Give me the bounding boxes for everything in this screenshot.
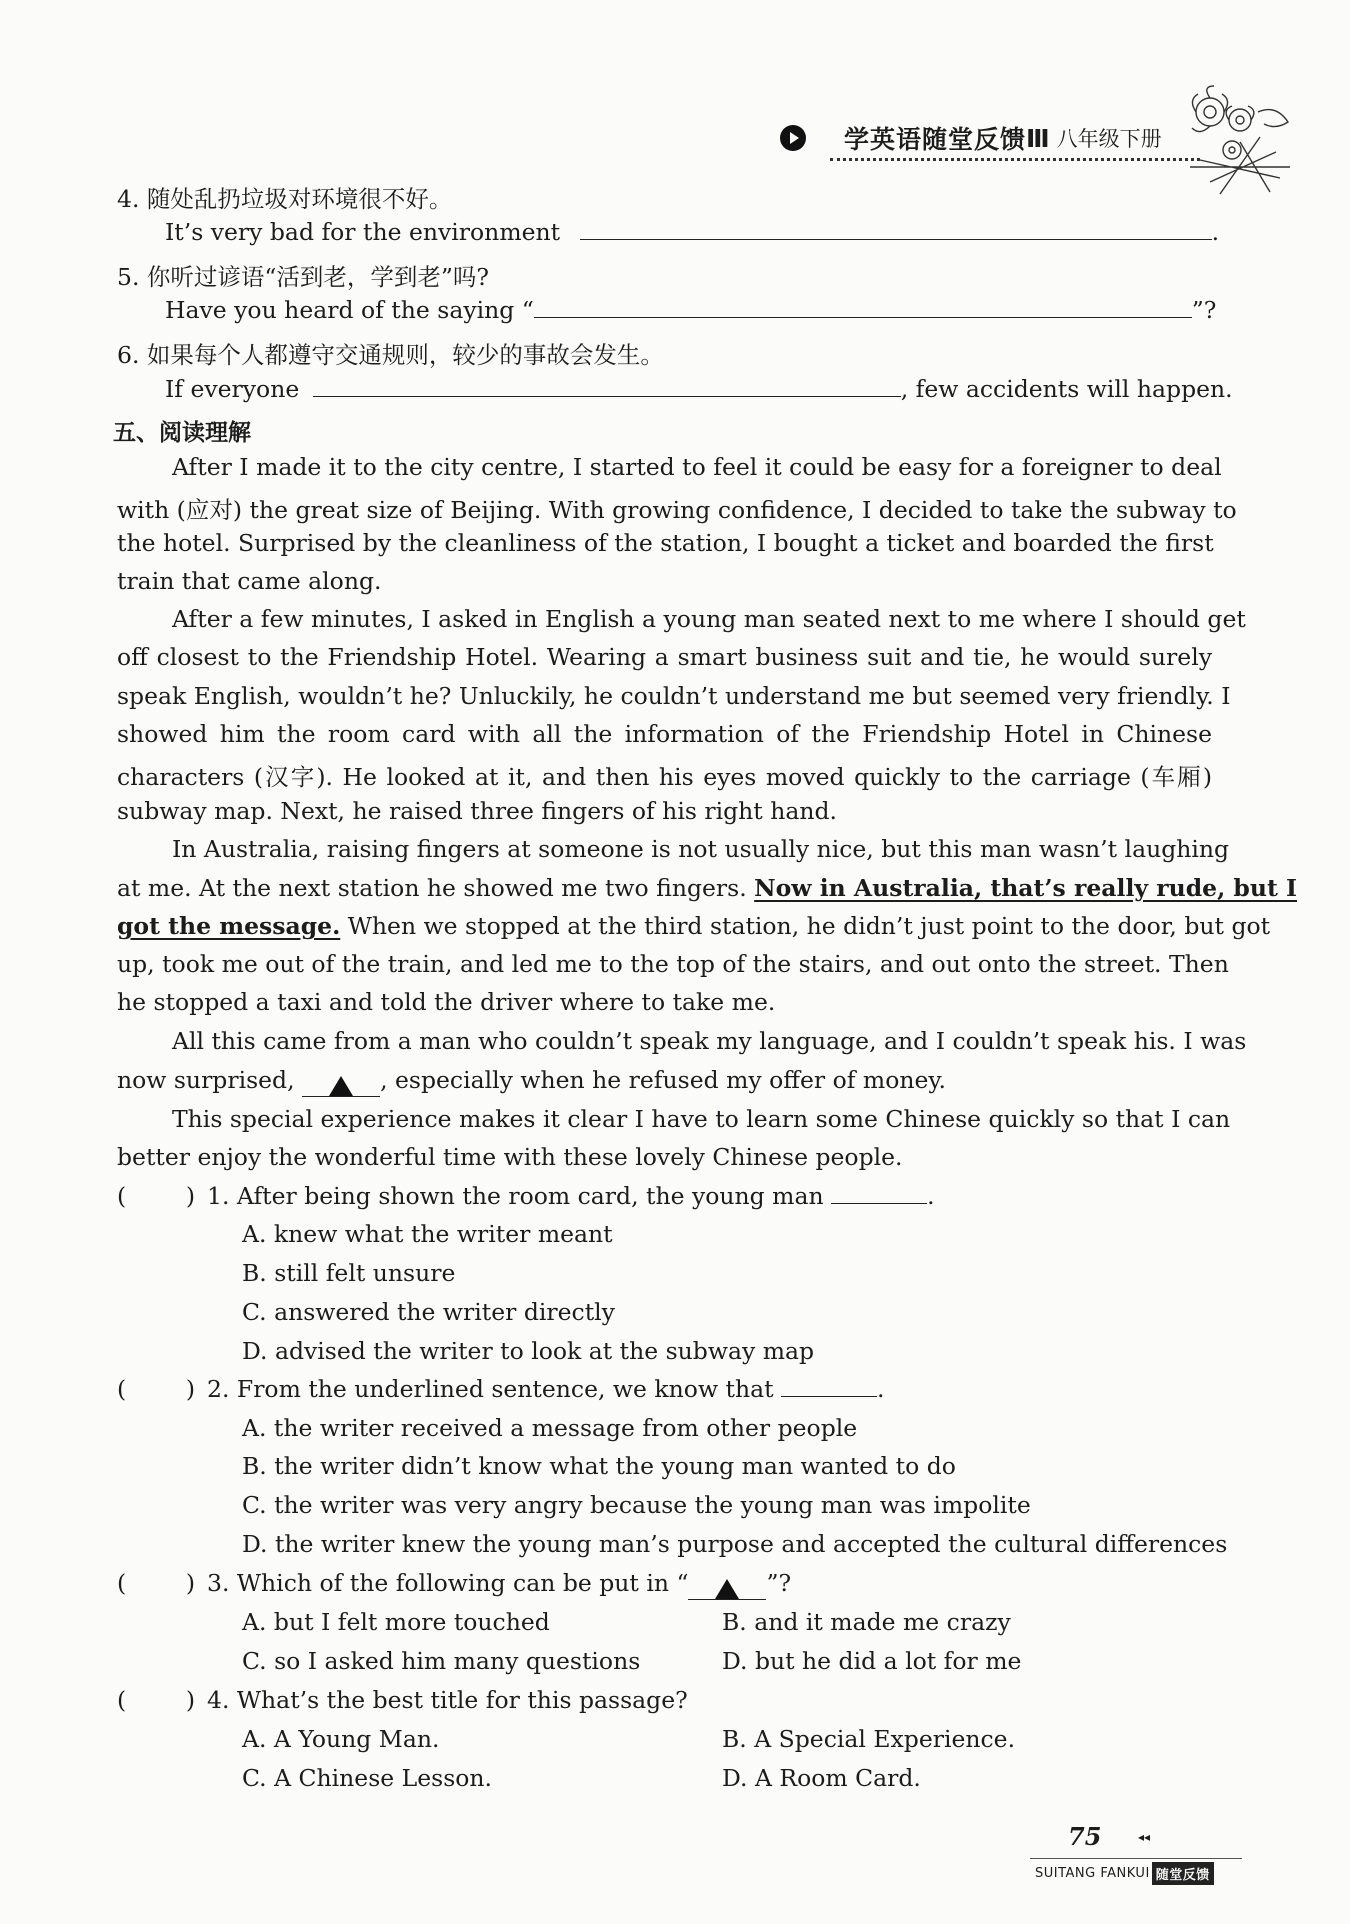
series-latin: SUITANG FANKUI: [1035, 1866, 1150, 1881]
option[interactable]: B. still felt unsure: [242, 1259, 456, 1287]
sentence-start: It’s very bad for the environment: [165, 218, 561, 246]
passage-line: showed him the room card with all the information of the Friendship Hotel in Chinese: [117, 720, 1212, 748]
passage-line: better enjoy the wonderful time with these lovely Chinese people.: [117, 1143, 903, 1171]
translation-6-english: [165, 375, 1233, 403]
sentence-start: If everyone: [165, 375, 300, 403]
stem-end: .: [927, 1182, 935, 1210]
passage-line: [117, 1066, 1212, 1097]
option[interactable]: C. A Chinese Lesson.: [242, 1764, 493, 1792]
footer-series: [1035, 1862, 1214, 1885]
grade-label: 八年级下册: [1056, 127, 1162, 151]
option[interactable]: D. but he did a lot for me: [722, 1647, 1022, 1675]
triangle-icon: [715, 1579, 739, 1599]
passage-line: train that came along.: [117, 567, 382, 595]
passage-line: with (应对) the great size of Beijing. With growing confidence, I decided to take the subway to: [117, 496, 1237, 524]
plain-text: , especially when he refused my offer of money.: [380, 1066, 947, 1094]
plain-text: now surprised,: [117, 1066, 295, 1094]
triangle-icon: [329, 1076, 353, 1096]
answer-blank[interactable]: [313, 376, 901, 397]
passage-line: [117, 874, 1297, 902]
option[interactable]: C. answered the writer directly: [242, 1298, 615, 1326]
question-1: [117, 1182, 1212, 1210]
option[interactable]: A. but I felt more touched: [242, 1608, 550, 1636]
translation-4-english: [165, 218, 1220, 246]
question-2: [117, 1375, 1212, 1403]
header-dotted-rule: [830, 158, 1200, 161]
page-arrows-icon: ◂◂: [1138, 1830, 1151, 1844]
plain-text: When we stopped at the third station, he didn’t just point to the door, but got: [340, 912, 1271, 940]
page-header: [780, 118, 1162, 158]
passage-line: subway map. Next, he raised three fingers of his right hand.: [117, 797, 837, 825]
answer-blank[interactable]: [580, 219, 1212, 240]
option[interactable]: B. the writer didn’t know what the young man wanted to do: [242, 1452, 956, 1480]
option[interactable]: B. and it made me crazy: [722, 1608, 1011, 1636]
question-3: [117, 1569, 1212, 1600]
plain-text: at me. At the next station he showed me two fingers.: [117, 874, 755, 902]
underlined-sentence: got the message.: [117, 912, 341, 940]
passage-line: off closest to the Friendship Hotel. Wearing a smart business suit and tie, he would surely: [117, 643, 1212, 671]
footer-rule: [1030, 1858, 1242, 1859]
option[interactable]: C. so I asked him many questions: [242, 1647, 641, 1675]
question-stem: 4. What’s the best title for this passage?: [207, 1686, 688, 1714]
answer-parentheses[interactable]: ( ): [117, 1375, 196, 1403]
stem-end: ”?: [766, 1569, 792, 1597]
play-icon: [780, 125, 806, 151]
page-number: 75: [1068, 1822, 1102, 1851]
passage-line: This special experience makes it clear I have to learn some Chinese quickly so that I can: [172, 1105, 1231, 1133]
question-4: [117, 1686, 1212, 1714]
passage-line: After a few minutes, I asked in English a young man seated next to me where I should get: [172, 605, 1246, 633]
option[interactable]: C. the writer was very angry because the young man was impolite: [242, 1491, 1031, 1519]
option[interactable]: A. the writer received a message from other people: [242, 1414, 858, 1442]
sentence-start: Have you heard of the saying “: [165, 296, 534, 324]
answer-parentheses[interactable]: ( ): [117, 1569, 196, 1597]
option[interactable]: D. A Room Card.: [722, 1764, 921, 1792]
passage-line: After I made it to the city centre, I started to feel it could be easy for a foreigner to deal: [172, 453, 1222, 481]
answer-parentheses[interactable]: ( ): [117, 1686, 196, 1714]
passage-line: he stopped a taxi and told the driver where to take me.: [117, 988, 776, 1016]
passage-line: up, took me out of the train, and led me to the top of the stairs, and out onto the street. Then: [117, 950, 1229, 978]
sentence-end: .: [1211, 218, 1220, 246]
question-stem: 2. From the underlined sentence, we know that: [207, 1375, 774, 1403]
series-tag: 随堂反馈: [1152, 1862, 1214, 1885]
option[interactable]: A. A Young Man.: [242, 1725, 440, 1753]
answer-blank[interactable]: [534, 297, 1192, 318]
question-stem: 1. After being shown the room card, the young man: [207, 1182, 824, 1210]
translation-5-chinese: 5. 你听过谚语“活到老，学到老”吗?: [117, 263, 490, 291]
option[interactable]: A. knew what the writer meant: [242, 1220, 613, 1248]
answer-blank[interactable]: [781, 1376, 877, 1397]
translation-4-chinese: 4. 随处乱扔垃圾对环境很不好。: [117, 185, 453, 213]
option[interactable]: B. A Special Experience.: [722, 1725, 1016, 1753]
passage-line: speak English, wouldn’t he? Unluckily, he couldn’t understand me but seemed very friendly. I: [117, 682, 1231, 710]
triangle-blank[interactable]: [302, 1072, 380, 1097]
option[interactable]: D. the writer knew the young man’s purpose and accepted the cultural differences: [242, 1530, 1228, 1558]
passage-line: In Australia, raising fingers at someone is not usually nice, but this man wasn’t laughing: [172, 835, 1230, 863]
book-title: 学英语随堂反馈: [844, 125, 1027, 154]
question-stem: 3. Which of the following can be put in “: [207, 1569, 689, 1597]
passage-line: [117, 912, 1271, 940]
section-title: 五、阅读理解: [113, 420, 251, 446]
sentence-end: ”?: [1191, 296, 1217, 324]
triangle-blank: [688, 1575, 766, 1600]
translation-6-chinese: 6. 如果每个人都遵守交通规则，较少的事故会发生。: [117, 341, 664, 369]
sentence-end: , few accidents will happen.: [900, 375, 1233, 403]
passage-line: characters (汉字). He looked at it, and then his eyes moved quickly to the carriage (车厢): [117, 763, 1212, 791]
underlined-sentence: Now in Australia, that’s really rude, but I: [754, 874, 1297, 902]
answer-parentheses[interactable]: ( ): [117, 1182, 196, 1210]
passage-line: the hotel. Surprised by the cleanliness of the station, I bought a ticket and boarded the first: [117, 529, 1214, 557]
stem-end: .: [877, 1375, 885, 1403]
volume-mark: Ⅲ: [1026, 123, 1051, 153]
passage-line: All this came from a man who couldn’t speak my language, and I couldn’t speak his. I was: [172, 1027, 1247, 1055]
answer-blank[interactable]: [831, 1183, 927, 1204]
option[interactable]: D. advised the writer to look at the subway map: [242, 1337, 815, 1365]
translation-5-english: [165, 296, 1217, 324]
